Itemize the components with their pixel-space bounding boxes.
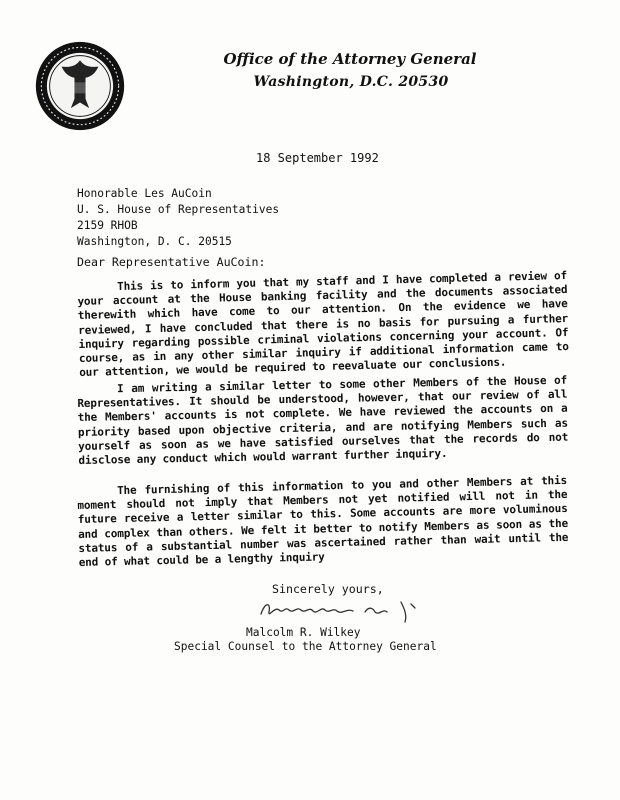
recipient-address bbox=[77, 186, 279, 250]
signer-name: Malcolm R. Wilkey bbox=[246, 626, 361, 639]
salutation: Dear Representative AuCoin: bbox=[77, 255, 266, 269]
recipient-line: 2159 RHOB bbox=[77, 219, 138, 232]
letterhead-office: Office of the Attorney General bbox=[223, 50, 477, 68]
recipient-line: U. S. House of Representatives bbox=[77, 203, 280, 216]
signer-title: Special Counsel to the Attorney General bbox=[174, 640, 437, 653]
body-paragraph: The furnishing of this information to you and other Members at this moment should not imply that Members not yet notified will not in the future receive a letter similar to this. Some accounts are more voluminous and complex than others. We felt it better to notify Members as soon as the status of a substantial number was ascertained rather than wait until the end of what could be a lengthy inquiry bbox=[77, 473, 569, 569]
recipient-line: Honorable Les AuCoin bbox=[77, 187, 212, 200]
recipient-line: Washington, D. C. 20515 bbox=[77, 235, 232, 248]
handwritten-signature bbox=[255, 594, 435, 624]
letterhead-location: Washington, D.C. 20530 bbox=[253, 74, 449, 90]
body-paragraph: I am writing a similar letter to some other Members of the House of Representatives. It should be understood, however, that our review of all the Members' accounts is not complete. We have reviewed the accounts on a priority based upon objective criteria, and are notifying Members such as yourself as soon as we have satisfied ourselves that the records do not disclose any conduct which would warrant further inquiry. bbox=[77, 373, 569, 468]
letter-date: 18 September 1992 bbox=[256, 151, 379, 165]
closing: Sincerely yours, bbox=[272, 582, 384, 596]
body-paragraph: This is to inform you that my staff and I have completed a review of your account at the House banking facility and the documents associated therewith which have come to our attention. On the evidence we have reviewed, I have concluded that there is no basis for pursuing a further inquiry regarding possible criminal violations concerning your account. Of course, as in any other similar inquiry if additional information came to our attention, we would be required to reevaluate our conclusions. bbox=[77, 269, 569, 380]
